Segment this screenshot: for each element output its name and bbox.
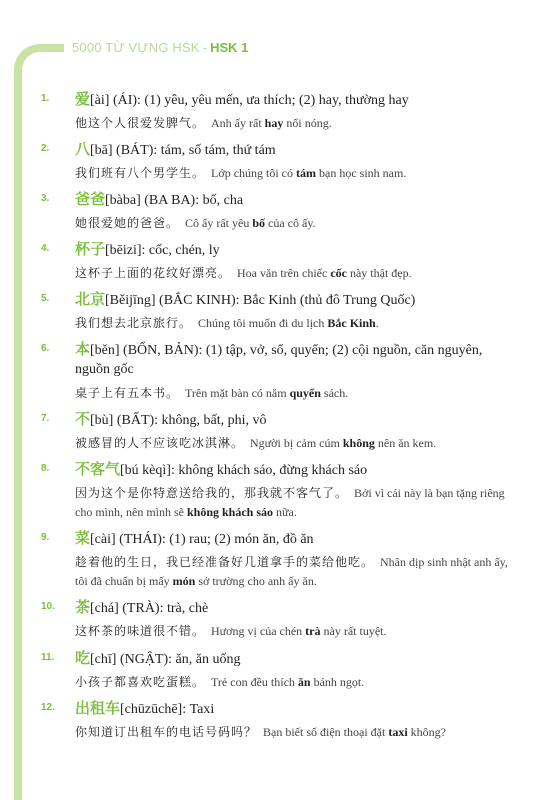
entry-example bbox=[75, 434, 519, 453]
entry-hanzi: 不客气 bbox=[75, 460, 121, 478]
entry-hanzi: 爱 bbox=[75, 90, 91, 108]
entry-number: 9. bbox=[41, 532, 50, 543]
entry-gloss: [chī] (NGẬT): ăn, ăn uống bbox=[90, 652, 241, 667]
entry-example bbox=[75, 484, 519, 522]
entry-gloss: [bù] (BẤT): không, bất, phi, vô bbox=[90, 413, 267, 428]
entry-gloss: [ài] (ÁI): (1) yêu, yêu mến, ưa thích; (2) hay, thường hay bbox=[90, 93, 409, 108]
entry-gloss: [chūzūchē]: Taxi bbox=[120, 702, 215, 717]
entry-example bbox=[75, 673, 519, 692]
entry-hanzi: 吃 bbox=[75, 649, 91, 667]
entry-number: 6. bbox=[41, 343, 50, 354]
entry-number: 8. bbox=[41, 463, 50, 474]
entry-number: 3. bbox=[41, 193, 50, 204]
entry-definition bbox=[75, 649, 519, 669]
entry-example bbox=[75, 622, 519, 641]
entry-number: 2. bbox=[41, 143, 50, 154]
example-chinese: 这杯茶的味道很不错。 bbox=[75, 624, 206, 638]
entry-example bbox=[75, 723, 519, 742]
entry-definition bbox=[75, 460, 519, 480]
entry-number: 12. bbox=[41, 702, 55, 713]
entry-gloss: [bàba] (BA BA): bố, cha bbox=[105, 193, 244, 208]
entry-example bbox=[75, 264, 519, 283]
entry-definition bbox=[75, 290, 519, 310]
entry-definition bbox=[75, 190, 519, 210]
entry-hanzi: 出租车 bbox=[75, 699, 121, 717]
header-separator: - bbox=[202, 40, 208, 55]
entry-definition bbox=[75, 90, 519, 110]
example-chinese: 被感冒的人不应该吃冰淇淋。 bbox=[75, 436, 245, 450]
example-vietnamese: Trẻ con đều thích ăn bánh ngọt. bbox=[211, 675, 365, 689]
entry-example bbox=[75, 384, 519, 403]
entry-hanzi: 茶 bbox=[75, 598, 91, 616]
entry-hanzi: 杯子 bbox=[75, 240, 106, 258]
example-chinese: 你知道订出租车的电话号码吗？ bbox=[75, 725, 258, 739]
entry-number: 10. bbox=[41, 601, 55, 612]
example-chinese: 趁着他的生日，我已经准备好几道拿手的菜给他吃。 bbox=[75, 555, 375, 569]
example-vietnamese: Anh ấy rất hay nổi nóng. bbox=[211, 116, 332, 130]
example-vietnamese: Hương vị của chén trà này rất tuyệt. bbox=[211, 624, 387, 638]
entry-gloss: [chá] (TRÀ): trà, chè bbox=[90, 601, 209, 616]
example-chinese: 他这个人很爱发脾气。 bbox=[75, 116, 206, 130]
entry-definition bbox=[75, 410, 519, 430]
example-vietnamese: Trên mặt bàn có năm quyển sách. bbox=[185, 386, 349, 400]
entry-hanzi: 本 bbox=[75, 340, 91, 358]
entry-gloss: [běn] (BỔN, BẢN): (1) tập, vở, sổ, quyển; (2) cội nguồn, căn nguyên, nguồn gốc bbox=[75, 343, 483, 377]
entry-gloss: [cài] (THÁI): (1) rau; (2) món ăn, đồ ăn bbox=[90, 532, 314, 547]
entry-number: 11. bbox=[41, 652, 55, 663]
entry-number: 5. bbox=[41, 293, 50, 304]
entry-hanzi: 不 bbox=[75, 410, 91, 428]
entry-number: 1. bbox=[41, 93, 50, 104]
example-vietnamese: Người bị cảm cúm không nên ăn kem. bbox=[250, 436, 437, 450]
entry-hanzi: 八 bbox=[75, 140, 91, 158]
entry-number: 7. bbox=[41, 413, 50, 424]
hsk-level-label: HSK 1 bbox=[210, 40, 249, 55]
example-vietnamese: Bạn biết số điện thoại đặt taxi không? bbox=[263, 725, 446, 739]
example-vietnamese: Cô ấy rất yêu bố của cô ấy. bbox=[185, 216, 316, 230]
entry-hanzi: 菜 bbox=[75, 529, 91, 547]
entry-hanzi: 北京 bbox=[75, 290, 106, 308]
example-chinese: 桌子上有五本书。 bbox=[75, 386, 180, 400]
example-chinese: 我们想去北京旅行。 bbox=[75, 316, 193, 330]
entry-definition bbox=[75, 240, 519, 260]
entry-gloss: [bēizi]: cốc, chén, ly bbox=[105, 243, 220, 258]
example-chinese: 我们班有八个男学生。 bbox=[75, 166, 206, 180]
example-chinese: 小孩子都喜欢吃蛋糕。 bbox=[75, 675, 206, 689]
entry-number: 4. bbox=[41, 243, 50, 254]
example-chinese: 因为这个是你特意送给我的，那我就不客气了。 bbox=[75, 486, 349, 500]
entry-definition bbox=[75, 340, 519, 379]
example-chinese: 她很爱她的爸爸。 bbox=[75, 216, 180, 230]
entry-example bbox=[75, 553, 519, 591]
entry-definition bbox=[75, 699, 519, 719]
entry-definition bbox=[75, 598, 519, 618]
example-chinese: 这杯子上面的花纹好漂亮。 bbox=[75, 266, 232, 280]
example-vietnamese: Bởi vì cái này là bạn tặng riêng cho mình, nên mình sẽ không khách sáo nữa. bbox=[75, 486, 505, 519]
entry-example bbox=[75, 314, 519, 333]
entry-example bbox=[75, 214, 519, 233]
book-series-title: 5000 TỪ VỰNG HSK bbox=[72, 40, 200, 55]
entry-gloss: [bú kèqì]: không khách sáo, đừng khách sáo bbox=[120, 463, 368, 478]
entry-example bbox=[75, 114, 519, 133]
entry-gloss: [bā] (BÁT): tám, số tám, thứ tám bbox=[90, 143, 276, 158]
example-vietnamese: Nhân dịp sinh nhật anh ấy, tôi đã chuẩn bị mấy món sở trường cho anh ấy ăn. bbox=[75, 555, 508, 588]
entry-example bbox=[75, 164, 519, 183]
example-vietnamese: Hoa văn trên chiếc cốc này thật đẹp. bbox=[237, 266, 412, 280]
entry-gloss: [Běijīng] (BẮC KINH): Bắc Kinh (thủ đô Trung Quốc) bbox=[105, 293, 416, 308]
entry-hanzi: 爸爸 bbox=[75, 190, 106, 208]
example-vietnamese: Chúng tôi muốn đi du lịch Bắc Kinh. bbox=[198, 316, 379, 330]
entry-definition bbox=[75, 529, 519, 549]
entry-definition bbox=[75, 140, 519, 160]
example-vietnamese: Lớp chúng tôi có tám bạn học sinh nam. bbox=[211, 166, 407, 180]
